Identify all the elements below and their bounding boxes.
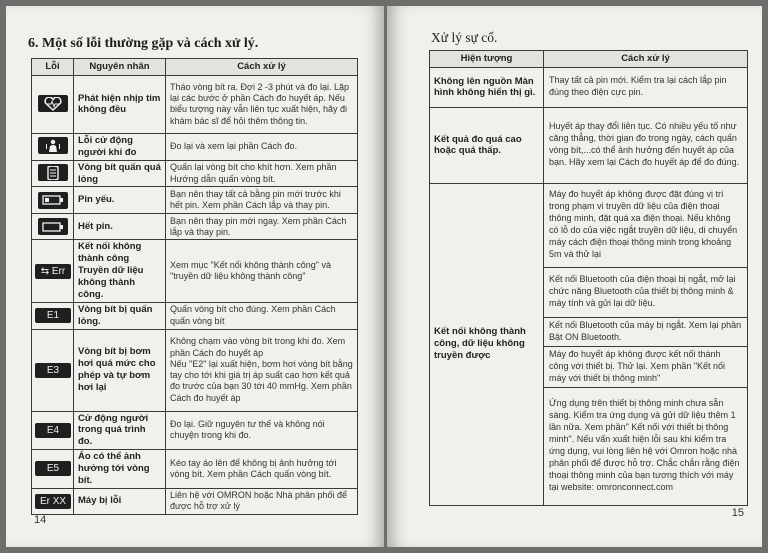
error-indicator <box>32 329 74 411</box>
troubleshooting-table-header <box>430 51 748 68</box>
table-row <box>32 240 358 302</box>
table-row <box>32 488 358 514</box>
error-cause: Lỗi cử động người khi đo <box>74 133 166 160</box>
table-row <box>430 183 748 267</box>
error-code-badge: E1 <box>35 308 71 323</box>
error-solution: Xem mục "Kết nối không thành công" và "truyền dữ liệu không thành công" <box>166 240 358 302</box>
error-solution: Liên hệ với OMRON hoặc Nhà phân phối để được hỗ trợ xử lý <box>166 488 358 514</box>
table-row <box>32 450 358 489</box>
troubleshooting-table <box>429 50 748 506</box>
phenomenon-cell: Kết nối không thành công, dữ liệu không truyền được <box>430 183 544 505</box>
header-cause: Nguyên nhân <box>74 59 166 76</box>
table-row <box>430 107 748 183</box>
error-indicator <box>32 160 74 187</box>
table-row <box>32 302 358 329</box>
error-cause: Cử động người trong quá trình đo. <box>74 411 166 450</box>
error-code-badge: Er XX <box>35 494 71 509</box>
error-code-badge: ⇆ Err <box>35 264 71 279</box>
error-cause: Vòng bít quấn quá lỏng <box>74 160 166 187</box>
error-cause: Máy bị lỗi <box>74 488 166 514</box>
error-cause: Áo có thể ảnh hưởng tới vòng bít. <box>74 450 166 489</box>
error-solution: Kéo tay áo lên để không bị ảnh hưởng tới vòng bít. Xem phần Cách quấn vòng bít. <box>166 450 358 489</box>
error-indicator <box>32 302 74 329</box>
error-table-header <box>32 59 358 76</box>
solution-cell: Máy đo huyết áp không được đặt đúng vị trí trong phạm vi truyền dữ liệu của điện thoại thông minh, đặt quá xa điện thoại. Nếu không có lỗ do của việc ngắt truyền dữ liệu, di chuyển máy cách điện thoại thông minh trong khoảng 5m và thử lại <box>544 183 748 267</box>
phenomenon-cell: Không lên nguồn Màn hình không hiển thị gì. <box>430 67 544 107</box>
table-row <box>32 329 358 411</box>
error-indicator <box>32 488 74 514</box>
table-row <box>32 187 358 214</box>
error-cause: Kết nối không thành công Truyền dữ liệu không thành công. <box>74 240 166 302</box>
cuff-wrap-icon <box>38 164 68 181</box>
error-indicator <box>32 187 74 214</box>
table-row <box>32 75 358 133</box>
error-indicator <box>32 214 74 240</box>
error-solution: Bạn nên thay tất cả bằng pin mới trước khi hết pin. Xem phần Cách lắp và thay pin. <box>166 187 358 214</box>
solution-cell: Kết nối Bluetooth của điện thoại bị ngắt, mở lại chức năng Bluetooth của thiết bị thông minh & máy tính và gửi lại dữ liệu. <box>544 267 748 317</box>
error-solution: Đo lại. Giữ nguyên tư thế và không nói chuyện trong khi đo. <box>166 411 358 450</box>
error-cause: Pin yếu. <box>74 187 166 214</box>
left-page <box>6 6 384 547</box>
error-cause: Phát hiện nhịp tim không đều <box>74 75 166 133</box>
phenomenon-cell: Kết quả đo quá cao hoặc quá thấp. <box>430 107 544 183</box>
battery-low-icon <box>38 192 68 209</box>
error-section-title: 6. Một số lỗi thường gặp và cách xử lý. <box>28 36 259 51</box>
right-page <box>387 6 762 547</box>
body-movement-icon <box>38 137 68 154</box>
solution-cell: Thay tất cả pin mới. Kiểm tra lại cách lắp pin đúng theo điện cực pin. <box>544 67 748 107</box>
error-cause: Hết pin. <box>74 214 166 240</box>
heart-irregular-icon <box>38 95 68 112</box>
table-row <box>32 133 358 160</box>
error-table <box>31 58 358 515</box>
error-solution: Bạn nên thay pin mới ngay. Xem phần Cách lắp và thay pin. <box>166 214 358 240</box>
error-cause: Vòng bít bị quấn lỏng. <box>74 302 166 329</box>
error-indicator <box>32 240 74 302</box>
page-number-left: 14 <box>34 514 47 526</box>
troubleshooting-title: Xử lý sự cố. <box>431 30 498 45</box>
header-solution: Cách xử lý <box>166 59 358 76</box>
error-indicator <box>32 133 74 160</box>
error-solution: Quấn vòng bít cho đúng. Xem phần Cách quấn vòng bít <box>166 302 358 329</box>
error-indicator <box>32 411 74 450</box>
error-code-badge: E5 <box>35 461 71 476</box>
error-solution: Quấn lại vòng bít cho khít hơn. Xem phần Hướng dẫn quấn vòng bít. <box>166 160 358 187</box>
table-row <box>32 411 358 450</box>
solution-cell: Ứng dụng trên thiết bị thông minh chưa sẵn sàng. Kiểm tra ứng dụng và gửi dữ liệu thêm 1 lần nữa. Xem phần" Kết nối với thiết bị thông minh". Nếu vấn xuất hiện lỗi sau khi kiểm tra ứng dụng, vui lòng liên hệ với Omron hoặc nhà phân phối để được hỗ trợ. Chắc chắn rằng điện thoại thông minh của bạn tương thích với máy tại website: omronconnect.com <box>544 387 748 505</box>
header-error: Lỗi <box>32 59 74 76</box>
error-indicator <box>32 450 74 489</box>
error-indicator <box>32 75 74 133</box>
solution-cell: Huyết áp thay đổi liên tục. Có nhiều yếu tố như căng thẳng, thời gian đo trong ngày, cách quấn vòng bít,...có thể ảnh hưởng đến huyết áp của bạn. Hãy xem lại Cách đo huyết áp để đo đúng. <box>544 107 748 183</box>
header-phenomenon: Hiện tượng <box>430 51 544 68</box>
error-solution: Tháo vòng bít ra. Đợi 2 -3 phút và đo lại. Lặp lại các bước ở phần Cách đo huyết áp. Nếu biểu tượng này vẫn liên tục xuất hiện, hãy đi khám bác sĩ để hỏi thêm thông tin. <box>166 75 358 133</box>
error-solution: Không chạm vào vòng bít trong khi đo. Xem phần Cách đo huyết áp Nếu "E2" lại xuất hiện, bơm hơi vòng bít bằng tay cho tới khi giá trị áp suất cao hơn kết quả đo trước của bạn 30 tới 40 mmHg. Xem phần Cách đo huyết áp <box>166 329 358 411</box>
error-code-badge: E4 <box>35 423 71 438</box>
battery-empty-icon <box>38 218 68 235</box>
error-solution: Đo lại và xem lại phần Cách đo. <box>166 133 358 160</box>
error-code-badge: E3 <box>35 363 71 378</box>
solution-cell: Máy đo huyết áp không được kết nối thành công với thiết bị. Thử lại. Xem phần "Kết nối máy với thiết bị thông minh" <box>544 346 748 387</box>
header-solution: Cách xử lý <box>544 51 748 68</box>
table-row <box>32 160 358 187</box>
page-number-right: 15 <box>731 507 744 519</box>
table-row <box>430 67 748 107</box>
error-cause: Vòng bít bị bơm hơi quá mức cho phép và tự bơm hơi lại <box>74 329 166 411</box>
solution-cell: Kết nối Bluetooth của máy bị ngắt. Xem lại phần Bật ON Bluetooth. <box>544 317 748 346</box>
table-row <box>32 214 358 240</box>
